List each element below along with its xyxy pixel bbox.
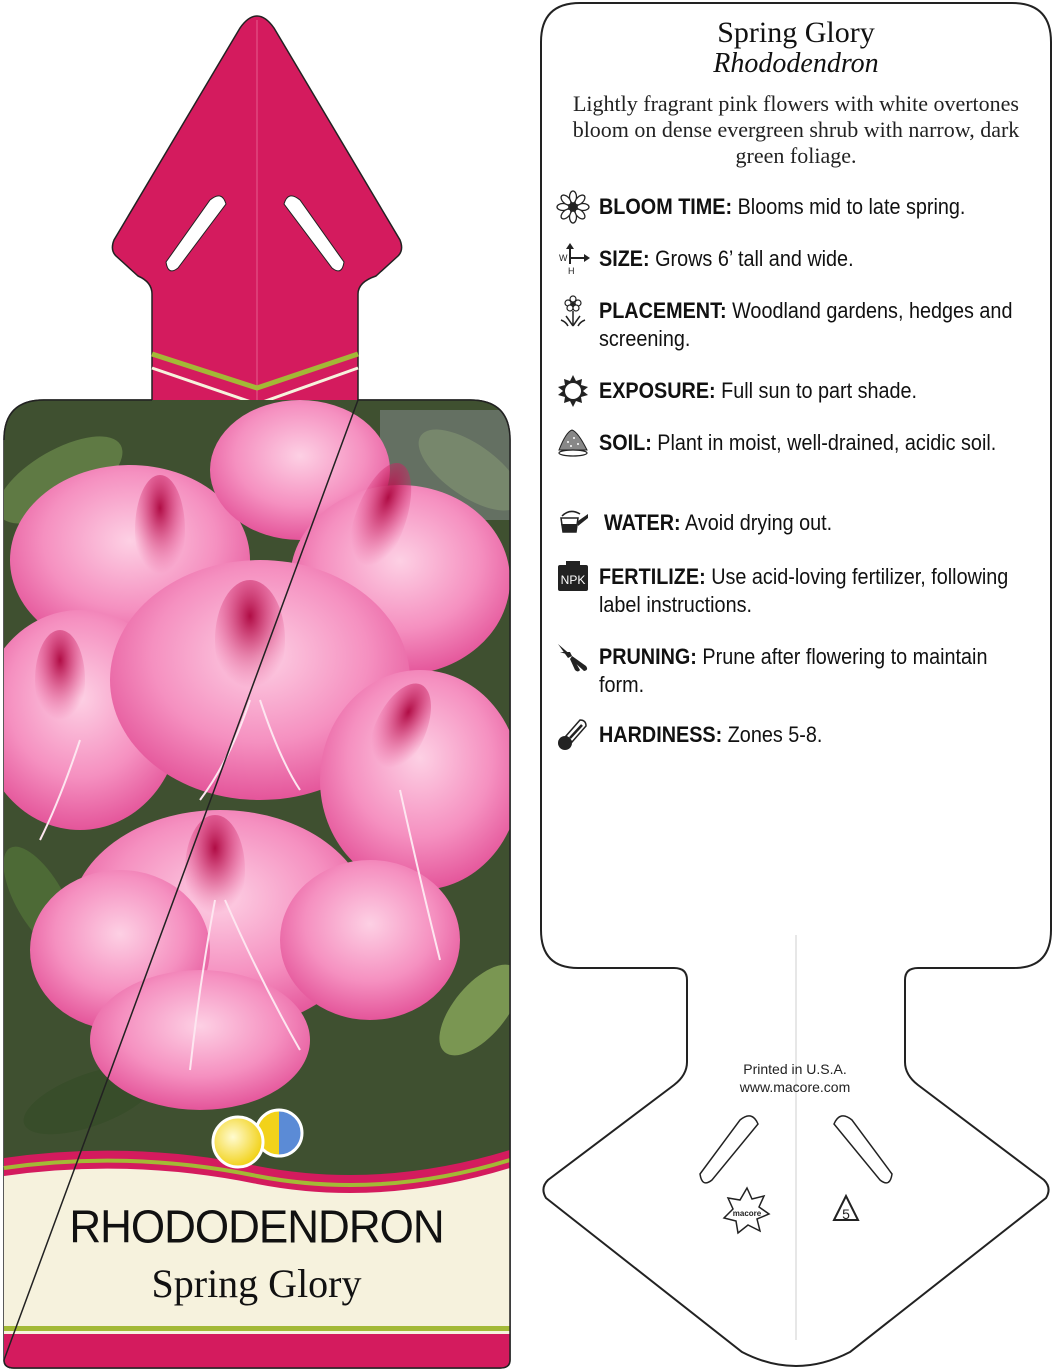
care-label: HARDINESS: — [599, 722, 723, 747]
svg-text:5: 5 — [842, 1206, 850, 1222]
back-subtitle: Rhododendron — [713, 48, 879, 79]
front-genus-name: RHODODENDRON — [69, 1201, 444, 1254]
website-text: www.macore.com — [739, 1079, 851, 1095]
care-label: PLACEMENT: — [599, 298, 727, 323]
svg-text:macore: macore — [732, 1209, 762, 1218]
care-label: PRUNING: — [599, 644, 697, 669]
care-value: Avoid drying out. — [680, 510, 833, 535]
soil-icon — [556, 426, 590, 460]
care-value: Plant in moist, well-drained, acidic soil. — [651, 430, 997, 455]
care-value: Full sun to part shade. — [715, 378, 918, 403]
care-label: EXPOSURE: — [599, 378, 716, 403]
printed-in-text: Printed in U.S.A. — [743, 1061, 847, 1077]
front-variety-name: Spring Glory — [151, 1261, 362, 1306]
svg-text:W: W — [559, 253, 568, 263]
back-description: Lightly fragrant pink flowers with white overtones bloom on dense evergreen shrub with narrow, dark green foliage. — [572, 91, 1020, 168]
watering-can-icon — [556, 506, 590, 540]
size-icon — [556, 242, 590, 276]
care-label: SIZE: — [599, 246, 650, 271]
care-value: Use acid-loving fertilizer, following label instructions. — [599, 564, 1009, 617]
care-value: Woodland gardens, hedges and screening. — [599, 298, 1013, 351]
care-value: Grows 6’ tall and wide. — [649, 246, 854, 271]
svg-text:H: H — [568, 266, 575, 276]
care-label: BLOOM TIME: — [599, 194, 733, 219]
care-value: Blooms mid to late spring. — [732, 194, 966, 219]
care-label: SOIL: — [599, 430, 652, 455]
care-label: WATER: — [604, 510, 681, 535]
pruners-icon — [556, 640, 590, 674]
care-value: Prune after flowering to maintain form. — [599, 644, 988, 697]
svg-text:NPK: NPK — [560, 573, 586, 587]
thermometer-icon — [556, 718, 590, 752]
fertilizer-icon — [556, 560, 590, 594]
care-value: Zones 5-8. — [722, 722, 823, 747]
sun-icon — [556, 374, 590, 408]
placement-icon — [556, 294, 590, 328]
flower-icon — [556, 190, 590, 224]
back-title: Spring Glory — [717, 16, 875, 49]
care-label: FERTILIZE: — [599, 564, 706, 589]
